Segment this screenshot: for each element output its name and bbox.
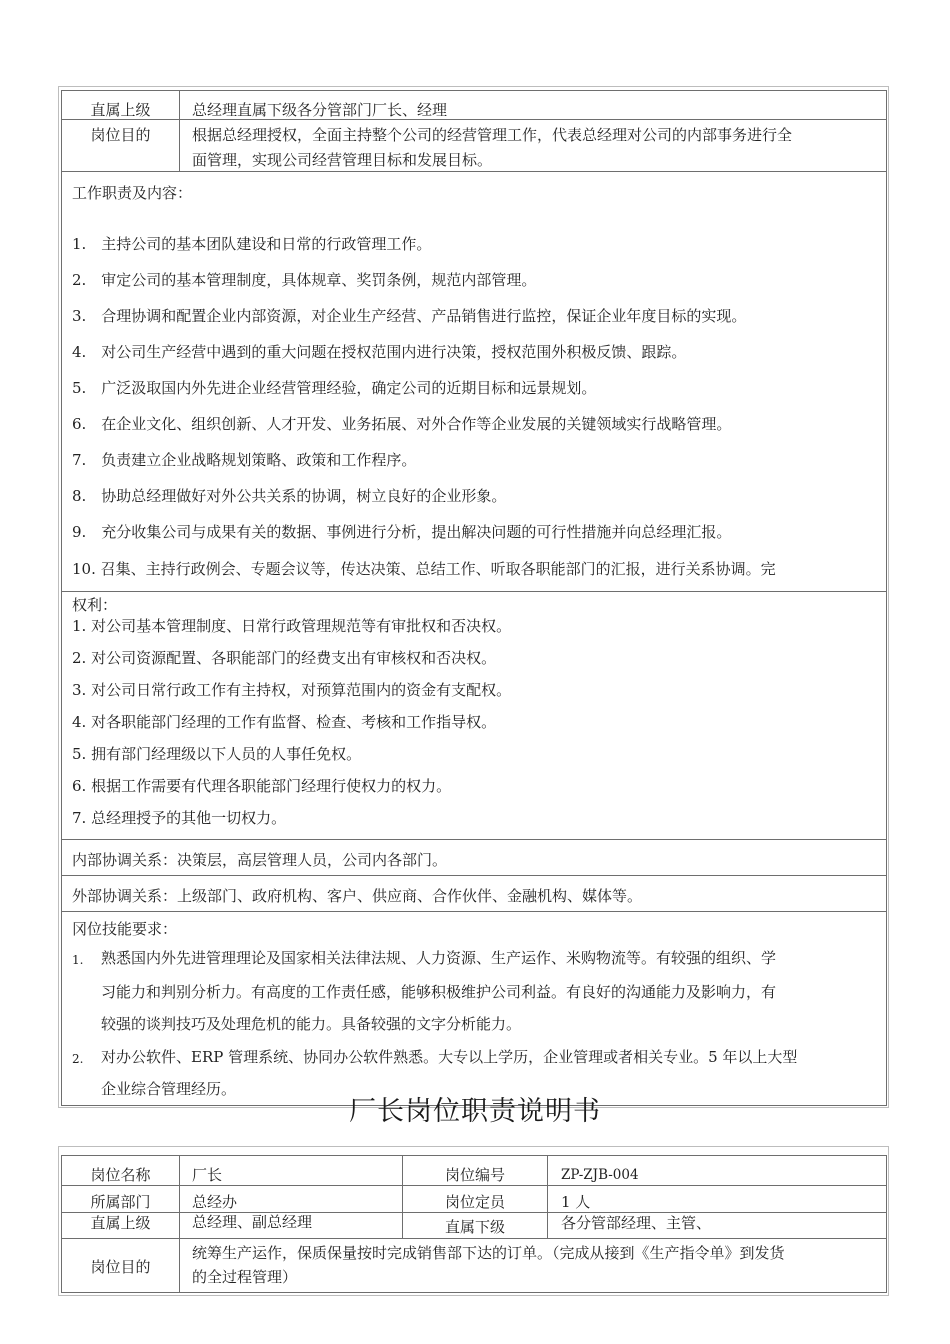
skill-line: 企业综合管理经历。	[101, 1080, 237, 1098]
skill-line: 较强的谈判技巧及处理危机的能力。具备较强的文字分析能力。	[101, 1015, 522, 1033]
duty-item: 2. 审定公司的基本管理制度，具体规章、奖罚条例，规范内部管理。	[72, 271, 537, 289]
duty-item: 7. 负责建立企业战略规划策略、政策和工作程序。	[72, 451, 417, 469]
row-divider	[61, 1212, 887, 1213]
duty-item: 3. 合理协调和配置企业内部资源，对企业生产经营、产品销售进行监控，保证企业年度目标的实现。	[72, 307, 747, 325]
skill-line: 习能力和判别分析力。有高度的工作责任感，能够积极维护公司利益。有良好的沟通能力及影响力，有	[101, 983, 777, 1001]
rights-item: 2. 对公司资源配置、各职能部门的经费支出有审核权和否决权。	[72, 649, 497, 667]
position-code-label: 岗位编号	[444, 1166, 505, 1184]
skill-line: 对办公软件、ERP 管理系统、协同办公软件熟悉。大专以上学历，企业管理或者相关专业。5 年以上大型	[101, 1048, 798, 1066]
duties-title: 工作职责及内容：	[72, 184, 193, 202]
position-name-label: 岗位名称	[90, 1166, 151, 1184]
duty-item: 5. 广泛汲取国内外先进企业经营管理经验，确定公司的近期目标和远景规划。	[72, 379, 597, 397]
skill-number: 2.	[72, 1052, 84, 1066]
superior-value: 总经理、副总经理	[192, 1213, 313, 1231]
rights-item: 4. 对各职能部门经理的工作有监督、检查、考核和工作指导权。	[72, 713, 497, 731]
rights-item: 3. 对公司日常行政工作有主持权，对预算范围内的资金有支配权。	[72, 681, 512, 699]
row-divider	[61, 1185, 887, 1186]
purpose-line-2: 面管理，实现公司经营管理目标和发展目标。	[192, 151, 493, 169]
column-divider	[179, 1155, 180, 1293]
duty-item: 9. 充分收集公司与成果有关的数据、事例进行分析，提出解决问题的可行性措施并向总经理汇报。	[72, 523, 732, 541]
superior-label: 直属上级	[90, 1214, 151, 1232]
purpose-label: 岗位目的	[90, 126, 151, 144]
rights-item: 1. 对公司基本管理制度、日常行政管理规范等有审批权和否决权。	[72, 617, 512, 635]
label-column-divider	[179, 90, 180, 171]
row-divider	[61, 911, 887, 912]
row-divider	[61, 875, 887, 876]
duty-item: 6. 在企业文化、组织创新、人才开发、业务拓展、对外合作等企业发展的关键领域实行战略管理。	[72, 415, 732, 433]
department-value: 总经办	[192, 1193, 238, 1211]
external-relations: 外部协调关系：上级部门、政府机构、客户、供应商、合作伙伴、金融机构、媒体等。	[72, 887, 643, 905]
superior-value: 总经理直属下级各分管部门厂长、经理	[192, 101, 448, 119]
subordinate-value: 各分管部经理、主管、	[561, 1214, 712, 1232]
position-name-value: 厂长	[192, 1166, 223, 1184]
duty-item: 10. 召集、主持行政例会、专题会议等，传达决策、总结工作、听取各职能部门的汇报，进行关系协调。完	[72, 560, 776, 578]
duty-item: 8. 协助总经理做好对外公共关系的协调，树立良好的企业形象。	[72, 487, 507, 505]
duty-item: 4. 对公司生产经营中遇到的重大问题在授权范围内进行决策，授权范围外积极反馈、跟踪。	[72, 343, 687, 361]
headcount-value: 1 人	[561, 1193, 591, 1211]
department-label: 所属部门	[90, 1193, 151, 1211]
subordinate-label: 直属下级	[444, 1218, 505, 1236]
purpose-label: 岗位目的	[90, 1258, 151, 1276]
purpose-line-2: 的全过程管理）	[192, 1268, 298, 1286]
skill-line: 熟悉国内外先进管理理论及国家相关法律法规、人力资源、生产运作、米购物流等。有较强的组织、学	[101, 949, 777, 967]
purpose-line-1: 统筹生产运作，保质保量按时完成销售部下达的订单。（完成从接到《生产指令单》到发货	[192, 1244, 785, 1262]
row-divider	[61, 119, 887, 120]
rights-item: 5. 拥有部门经理级以下人员的人事任免权。	[72, 745, 362, 763]
row-divider	[61, 839, 887, 840]
superior-label: 直属上级	[90, 101, 151, 119]
row-divider	[61, 591, 887, 592]
position-code-value: ZP-ZJB-004	[561, 1167, 639, 1183]
column-divider	[547, 1155, 548, 1238]
rights-item: 6. 根据工作需要有代理各职能部门经理行使权力的权力。	[72, 777, 452, 795]
purpose-line-1: 根据总经理授权，全面主持整个公司的经营管理工作，代表总经理对公司的内部事务进行全	[192, 126, 793, 144]
row-divider	[61, 1238, 887, 1239]
row-divider	[61, 171, 887, 172]
internal-relations: 内部协调关系：决策层，高层管理人员，公司内各部门。	[72, 851, 448, 869]
skill-number: 1.	[72, 953, 84, 967]
headcount-label: 岗位定员	[444, 1193, 505, 1211]
duty-item: 1. 主持公司的基本团队建设和日常的行政管理工作。	[72, 235, 432, 253]
rights-item: 7. 总经理授予的其他一切权力。	[72, 809, 287, 827]
rights-title: 权利：	[72, 596, 118, 614]
document-title: 厂长岗位职责说明书	[349, 1096, 601, 1127]
skills-title: 冈位技能要求：	[72, 920, 178, 938]
